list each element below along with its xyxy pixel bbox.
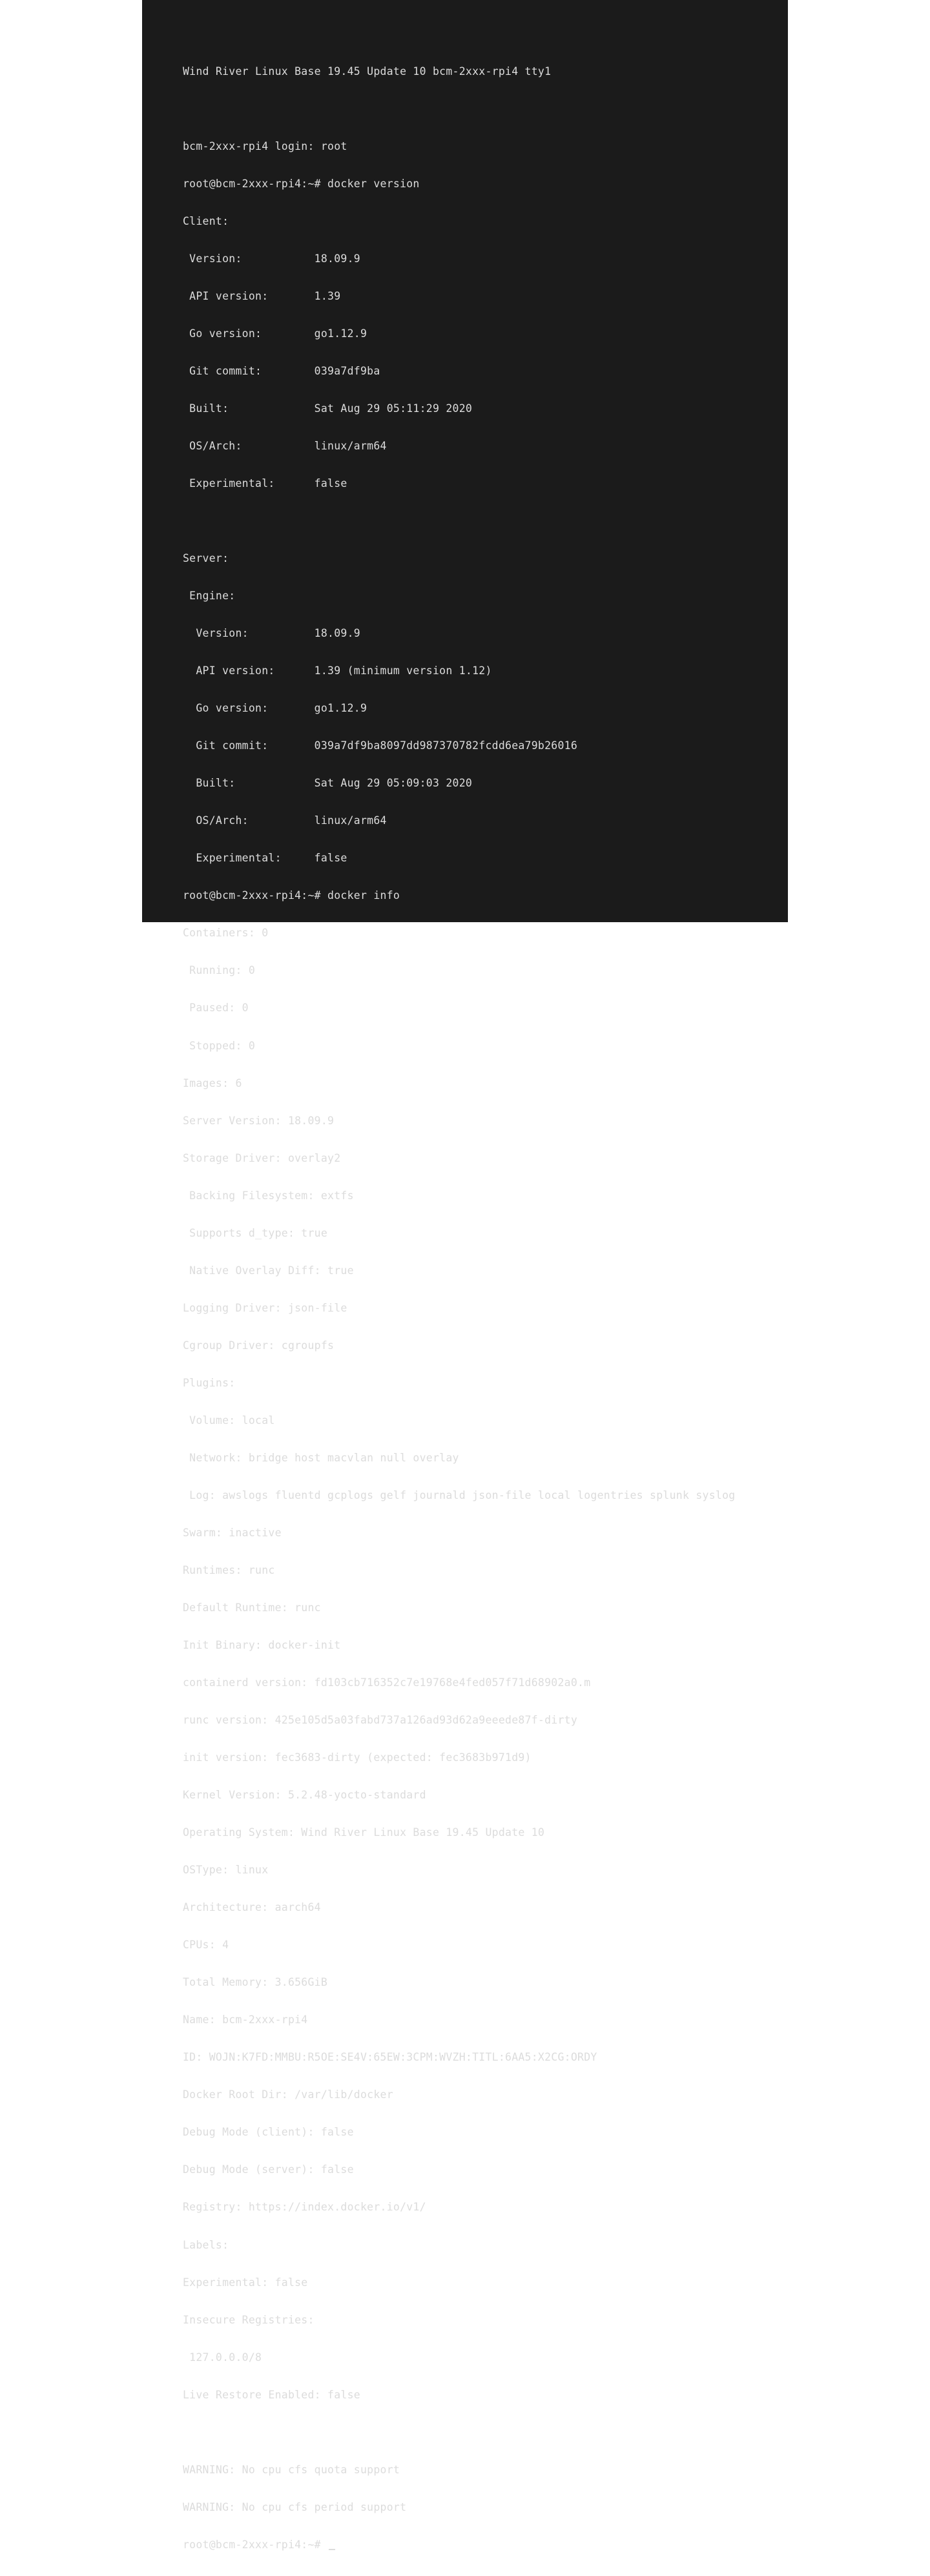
console-line — [183, 2426, 735, 2438]
console-line: Name: bcm-2xxx-rpi4 — [183, 2014, 308, 2026]
console-output — [183, 40, 735, 2576]
console-line: OS/Arch: linux/arm64 — [183, 440, 387, 452]
console-line: containerd version: fd103cb716352c7e19768e4fed057f71d68902a0.m — [183, 1676, 591, 1689]
console-line: root@bcm-2xxx-rpi4:~# docker info — [183, 889, 400, 902]
console-line: Debug Mode (client): false — [183, 2126, 354, 2139]
console-line: Operating System: Wind River Linux Base 19.45 Update 10 — [183, 1826, 545, 1839]
console-line: 127.0.0.0/8 — [183, 2351, 262, 2364]
console-line: Paused: 0 — [183, 1002, 249, 1015]
console-line — [183, 103, 735, 115]
console-line: Supports d_type: true — [183, 1226, 328, 1239]
console-line: Insecure Registries: — [183, 2313, 315, 2326]
console-line: WARNING: No cpu cfs period support — [183, 2500, 407, 2513]
console-line: API version: 1.39 (minimum version 1.12) — [183, 665, 492, 677]
console-line: Logging Driver: json-file — [183, 1301, 347, 1314]
console-line: Experimental: false — [183, 852, 347, 865]
console-line: Wind River Linux Base 19.45 Update 10 bcm-2xxx-rpi4 tty1 — [183, 65, 552, 77]
console-line: Volume: local — [183, 1414, 275, 1427]
console-line: Built: Sat Aug 29 05:09:03 2020 — [183, 777, 473, 790]
console-line: root@bcm-2xxx-rpi4:~# docker version — [183, 177, 420, 190]
console-line: ID: WOJN:K7FD:MMBU:R5OE:SE4V:65EW:3CPM:WVZH:TITL:6AA5:X2CG:ORDY — [183, 2051, 597, 2064]
console-line: bcm-2xxx-rpi4 login: root — [183, 139, 347, 152]
console-line — [183, 515, 735, 527]
console-line: Running: 0 — [183, 964, 256, 977]
console-line: Git commit: 039a7df9ba — [183, 364, 380, 377]
console-line: Total Memory: 3.656GiB — [183, 1976, 328, 1989]
terminal-screen[interactable] — [142, 0, 788, 2551]
console-line: Kernel Version: 5.2.48-yocto-standard — [183, 1789, 426, 1802]
console-line: Go version: go1.12.9 — [183, 702, 367, 715]
console-line: Runtimes: runc — [183, 1563, 275, 1576]
console-line: OSType: linux — [183, 1864, 269, 1877]
console-line: Version: 18.09.9 — [183, 252, 360, 265]
console-line: Git commit: 039a7df9ba8097dd987370782fcdd6ea79b26016 — [183, 739, 578, 752]
console-line: Labels: — [183, 2238, 229, 2251]
console-line: Client: — [183, 214, 229, 227]
console-line: Experimental: false — [183, 477, 347, 490]
console-line: Engine: — [183, 590, 236, 603]
console-line: Storage Driver: overlay2 — [183, 1151, 341, 1164]
console-line: OS/Arch: linux/arm64 — [183, 814, 387, 827]
console-line: Network: bridge host macvlan null overlay — [183, 1451, 459, 1464]
shell-prompt: root@bcm-2xxx-rpi4:~# — [183, 2538, 328, 2551]
console-line: Registry: https://index.docker.io/v1/ — [183, 2201, 426, 2214]
console-line: Architecture: aarch64 — [183, 1901, 321, 1914]
console-line: Images: 6 — [183, 1077, 242, 1089]
console-line: Stopped: 0 — [183, 1039, 256, 1052]
console-line: Docker Root Dir: /var/lib/docker — [183, 2088, 393, 2101]
console-line: Server: — [183, 552, 229, 565]
console-line: Experimental: false — [183, 2276, 308, 2289]
console-line: Log: awslogs fluentd gcplogs gelf journald json-file local logentries splunk syslog — [183, 1489, 736, 1501]
text-cursor[interactable] — [329, 2549, 335, 2550]
console-line: Go version: go1.12.9 — [183, 327, 367, 340]
console-line: Init Binary: docker-init — [183, 1639, 341, 1651]
console-line: Plugins: — [183, 1376, 236, 1389]
console-line: Backing Filesystem: extfs — [183, 1189, 354, 1202]
console-line: Native Overlay Diff: true — [183, 1264, 354, 1277]
console-line: init version: fec3683-dirty (expected: fec3683b971d9) — [183, 1751, 532, 1764]
console-line: Live Restore Enabled: false — [183, 2388, 360, 2401]
prompt-line[interactable] — [183, 2539, 735, 2551]
console-line: API version: 1.39 — [183, 289, 341, 302]
console-line: Debug Mode (server): false — [183, 2163, 354, 2176]
console-line: WARNING: No cpu cfs quota support — [183, 2463, 400, 2476]
console-line: Swarm: inactive — [183, 1526, 282, 1539]
console-line: Containers: 0 — [183, 927, 269, 940]
console-line: Built: Sat Aug 29 05:11:29 2020 — [183, 402, 473, 415]
console-line: CPUs: 4 — [183, 1939, 229, 1952]
console-line: Version: 18.09.9 — [183, 627, 360, 640]
console-line: Server Version: 18.09.9 — [183, 1114, 335, 1127]
console-line: Default Runtime: runc — [183, 1601, 321, 1614]
console-line: Cgroup Driver: cgroupfs — [183, 1339, 335, 1352]
console-line: runc version: 425e105d5a03fabd737a126ad93d62a9eeede87f-dirty — [183, 1714, 578, 1727]
